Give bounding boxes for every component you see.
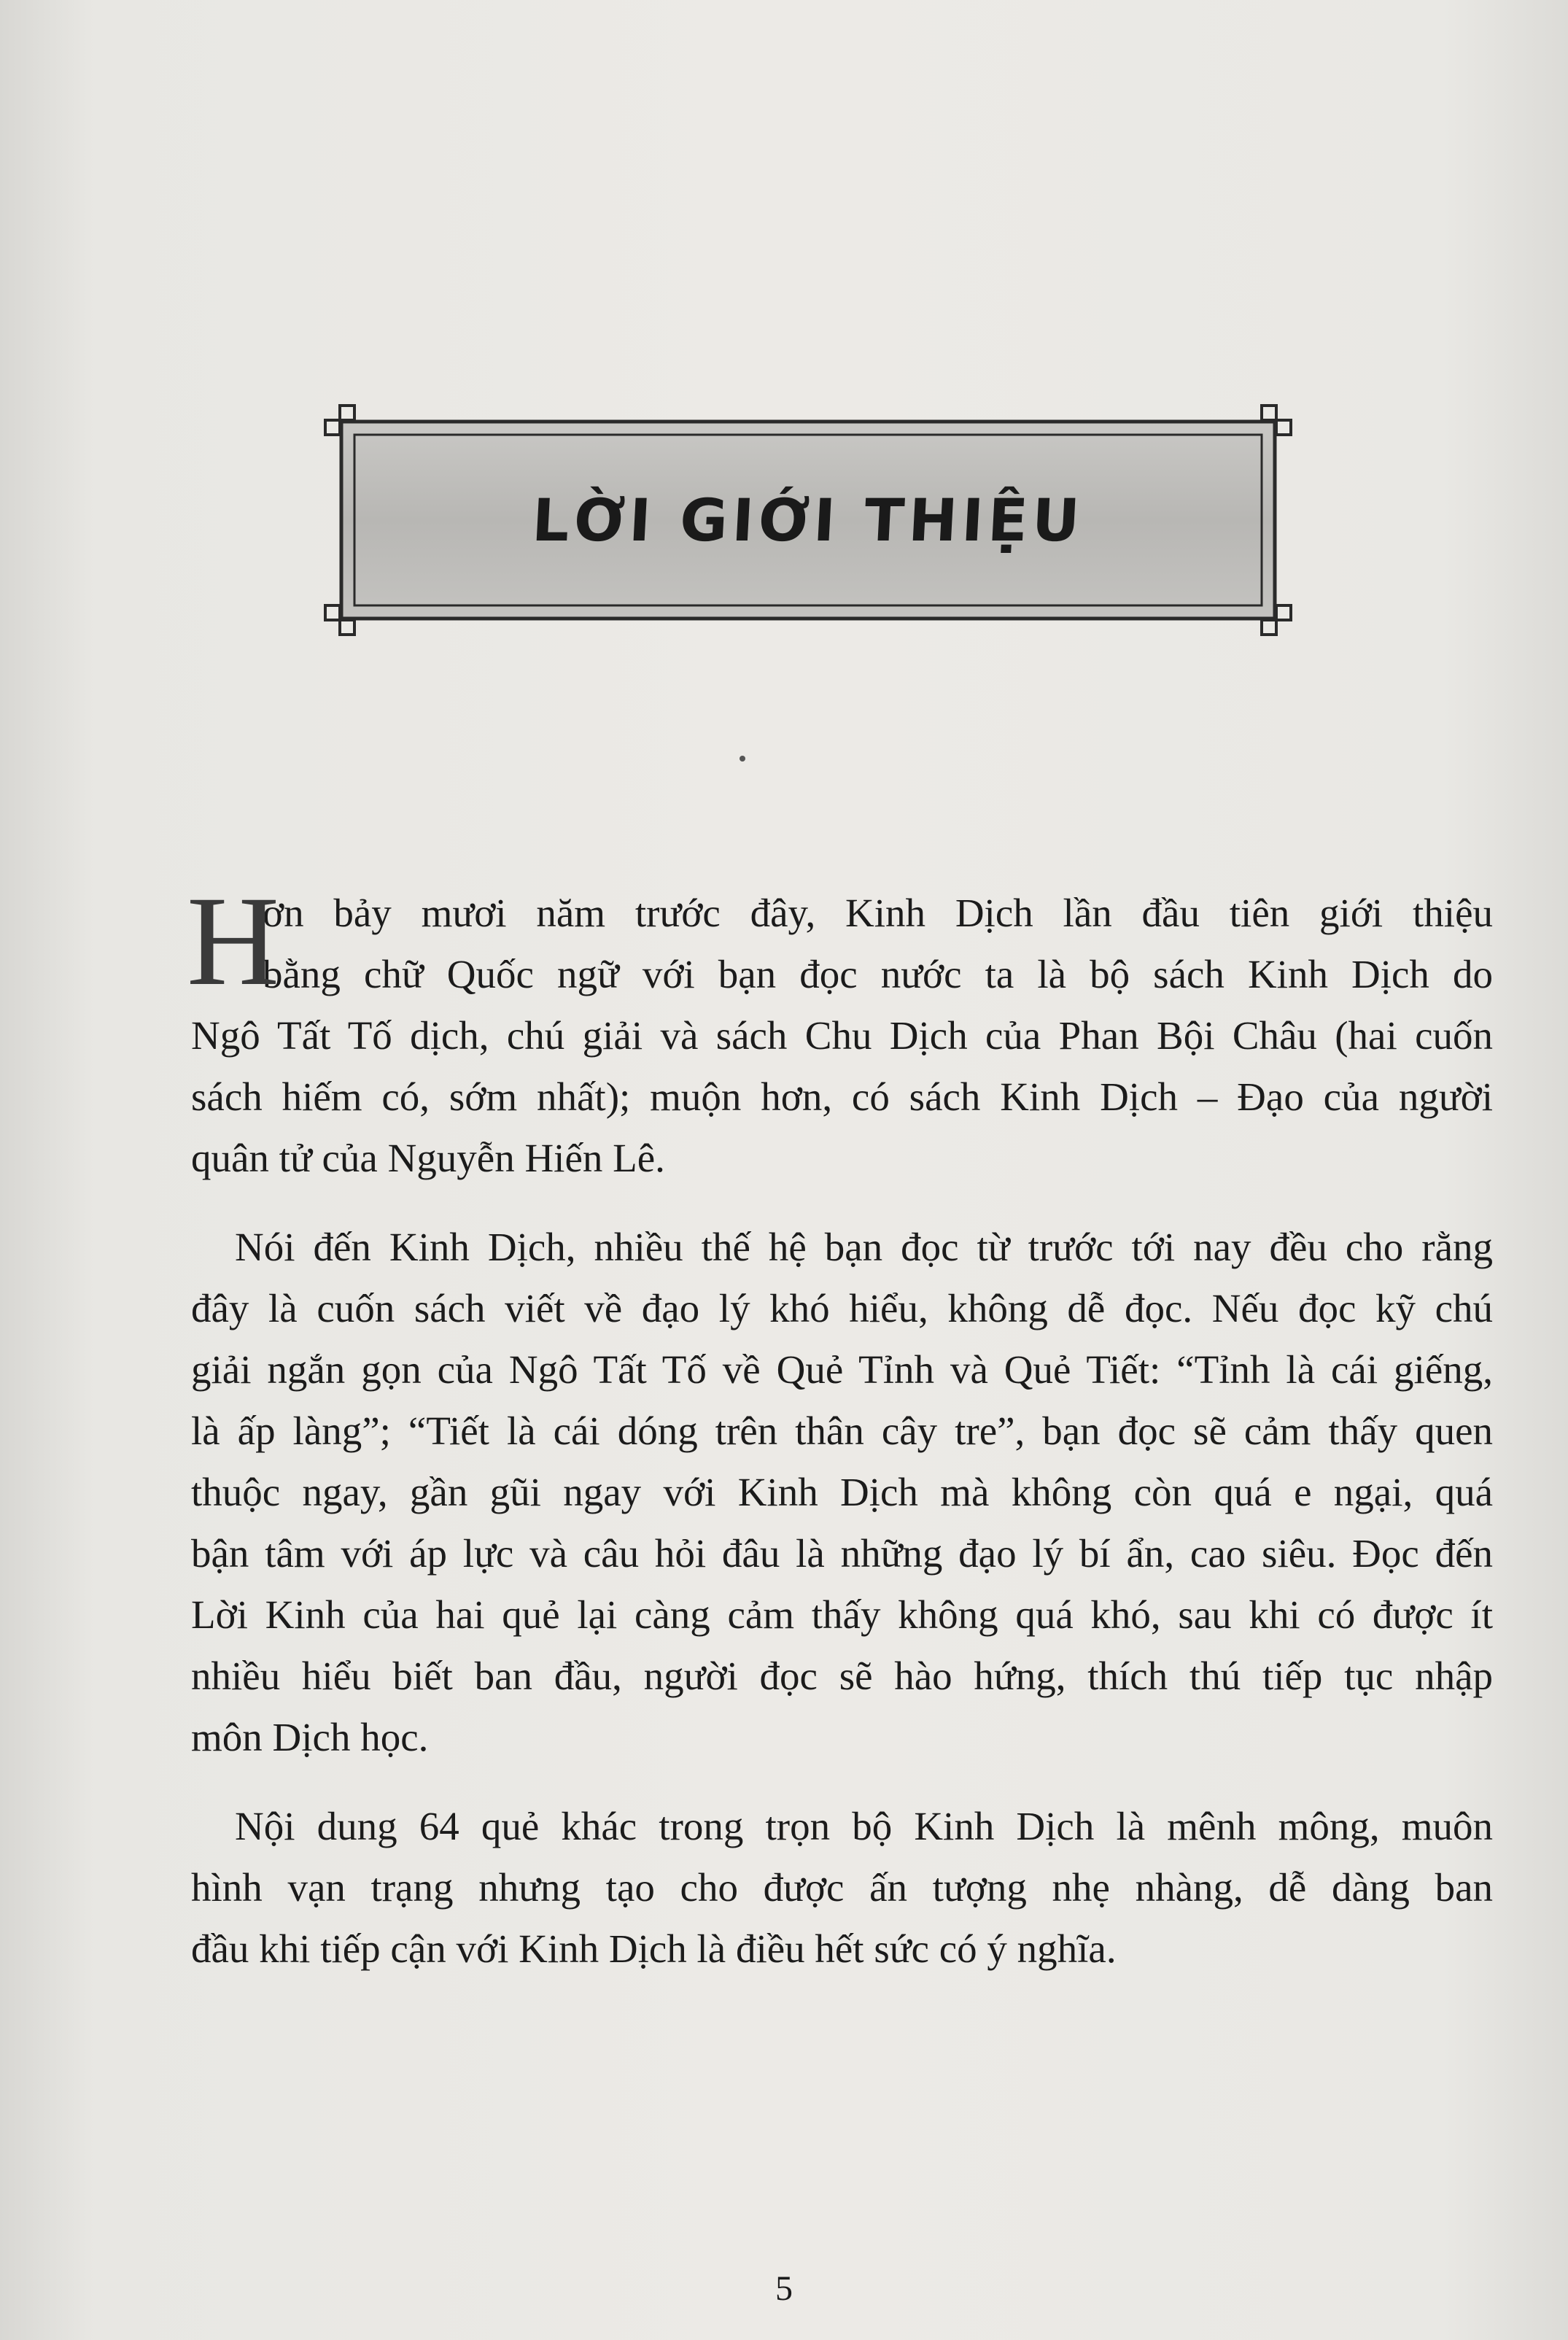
text-line: Nói đến Kinh Dịch, nhiều thế hệ bạn đọc từ trước tới nay đều cho rằng [235,1225,1493,1269]
page-number: 5 [775,2269,793,2308]
text-line: đây là cuốn sách viết về đạo lý khó hiểu, không dễ đọc. Nếu đọc kỹ chú [191,1286,1493,1330]
text-line: đầu khi tiếp cận với Kinh Dịch là điều hết sức có ý nghĩa. [191,1926,1117,1971]
text-line: môn Dịch học. [191,1715,429,1759]
text-line: thuộc ngay, gần gũi ngay với Kinh Dịch mà không còn quá e ngại, quá [191,1470,1493,1514]
text-line: quân tử của Nguyễn Hiến Lê. [191,1136,665,1180]
page-title: LỜI GIỚI THIỆU [530,486,1086,554]
text-line: sách hiếm có, sớm nhất); muộn hơn, có sách Kinh Dịch – Đạo của người [191,1074,1493,1119]
title-frame [319,400,1297,640]
text-line: Lời Kinh của hai quẻ lại càng cảm thấy không quá khó, sau khi có được ít [191,1592,1493,1637]
text-line: ơn bảy mươi năm trước đây, Kinh Dịch lần đầu tiên giới thiệu [263,891,1493,935]
paragraph-3 [191,1796,1493,1980]
paragraph-1 [187,870,1493,1189]
text-line: Nội dung 64 quẻ khác trong trọn bộ Kinh Dịch là mênh mông, muôn [235,1804,1493,1848]
text-line: hình vạn trạng nhưng tạo cho được ấn tượng nhẹ nhàng, dễ dàng ban [191,1865,1493,1910]
text-line: giải ngắn gọn của Ngô Tất Tố về Quẻ Tỉnh và Quẻ Tiết: “Tỉnh là cái giếng, [191,1347,1493,1392]
text-line: Ngô Tất Tố dịch, chú giải và sách Chu Dịch của Phan Bội Châu (hai cuốn [191,1013,1493,1058]
paragraph-2 [191,1217,1493,1768]
text-line: bằng chữ Quốc ngữ với bạn đọc nước ta là bộ sách Kinh Dịch do [263,952,1493,996]
text-line: bận tâm với áp lực và câu hỏi đâu là những đạo lý bí ẩn, cao siêu. Đọc đến [191,1531,1493,1576]
ornament-dot [740,756,745,762]
text-line: nhiều hiểu biết ban đầu, người đọc sẽ hào hứng, thích thú tiếp tục nhập [191,1654,1493,1698]
text-line: là ấp làng”; “Tiết là cái dóng trên thân cây tre”, bạn đọc sẽ cảm thấy quen [191,1409,1493,1453]
body-text [187,870,1493,2007]
drop-cap: H [187,870,280,1012]
